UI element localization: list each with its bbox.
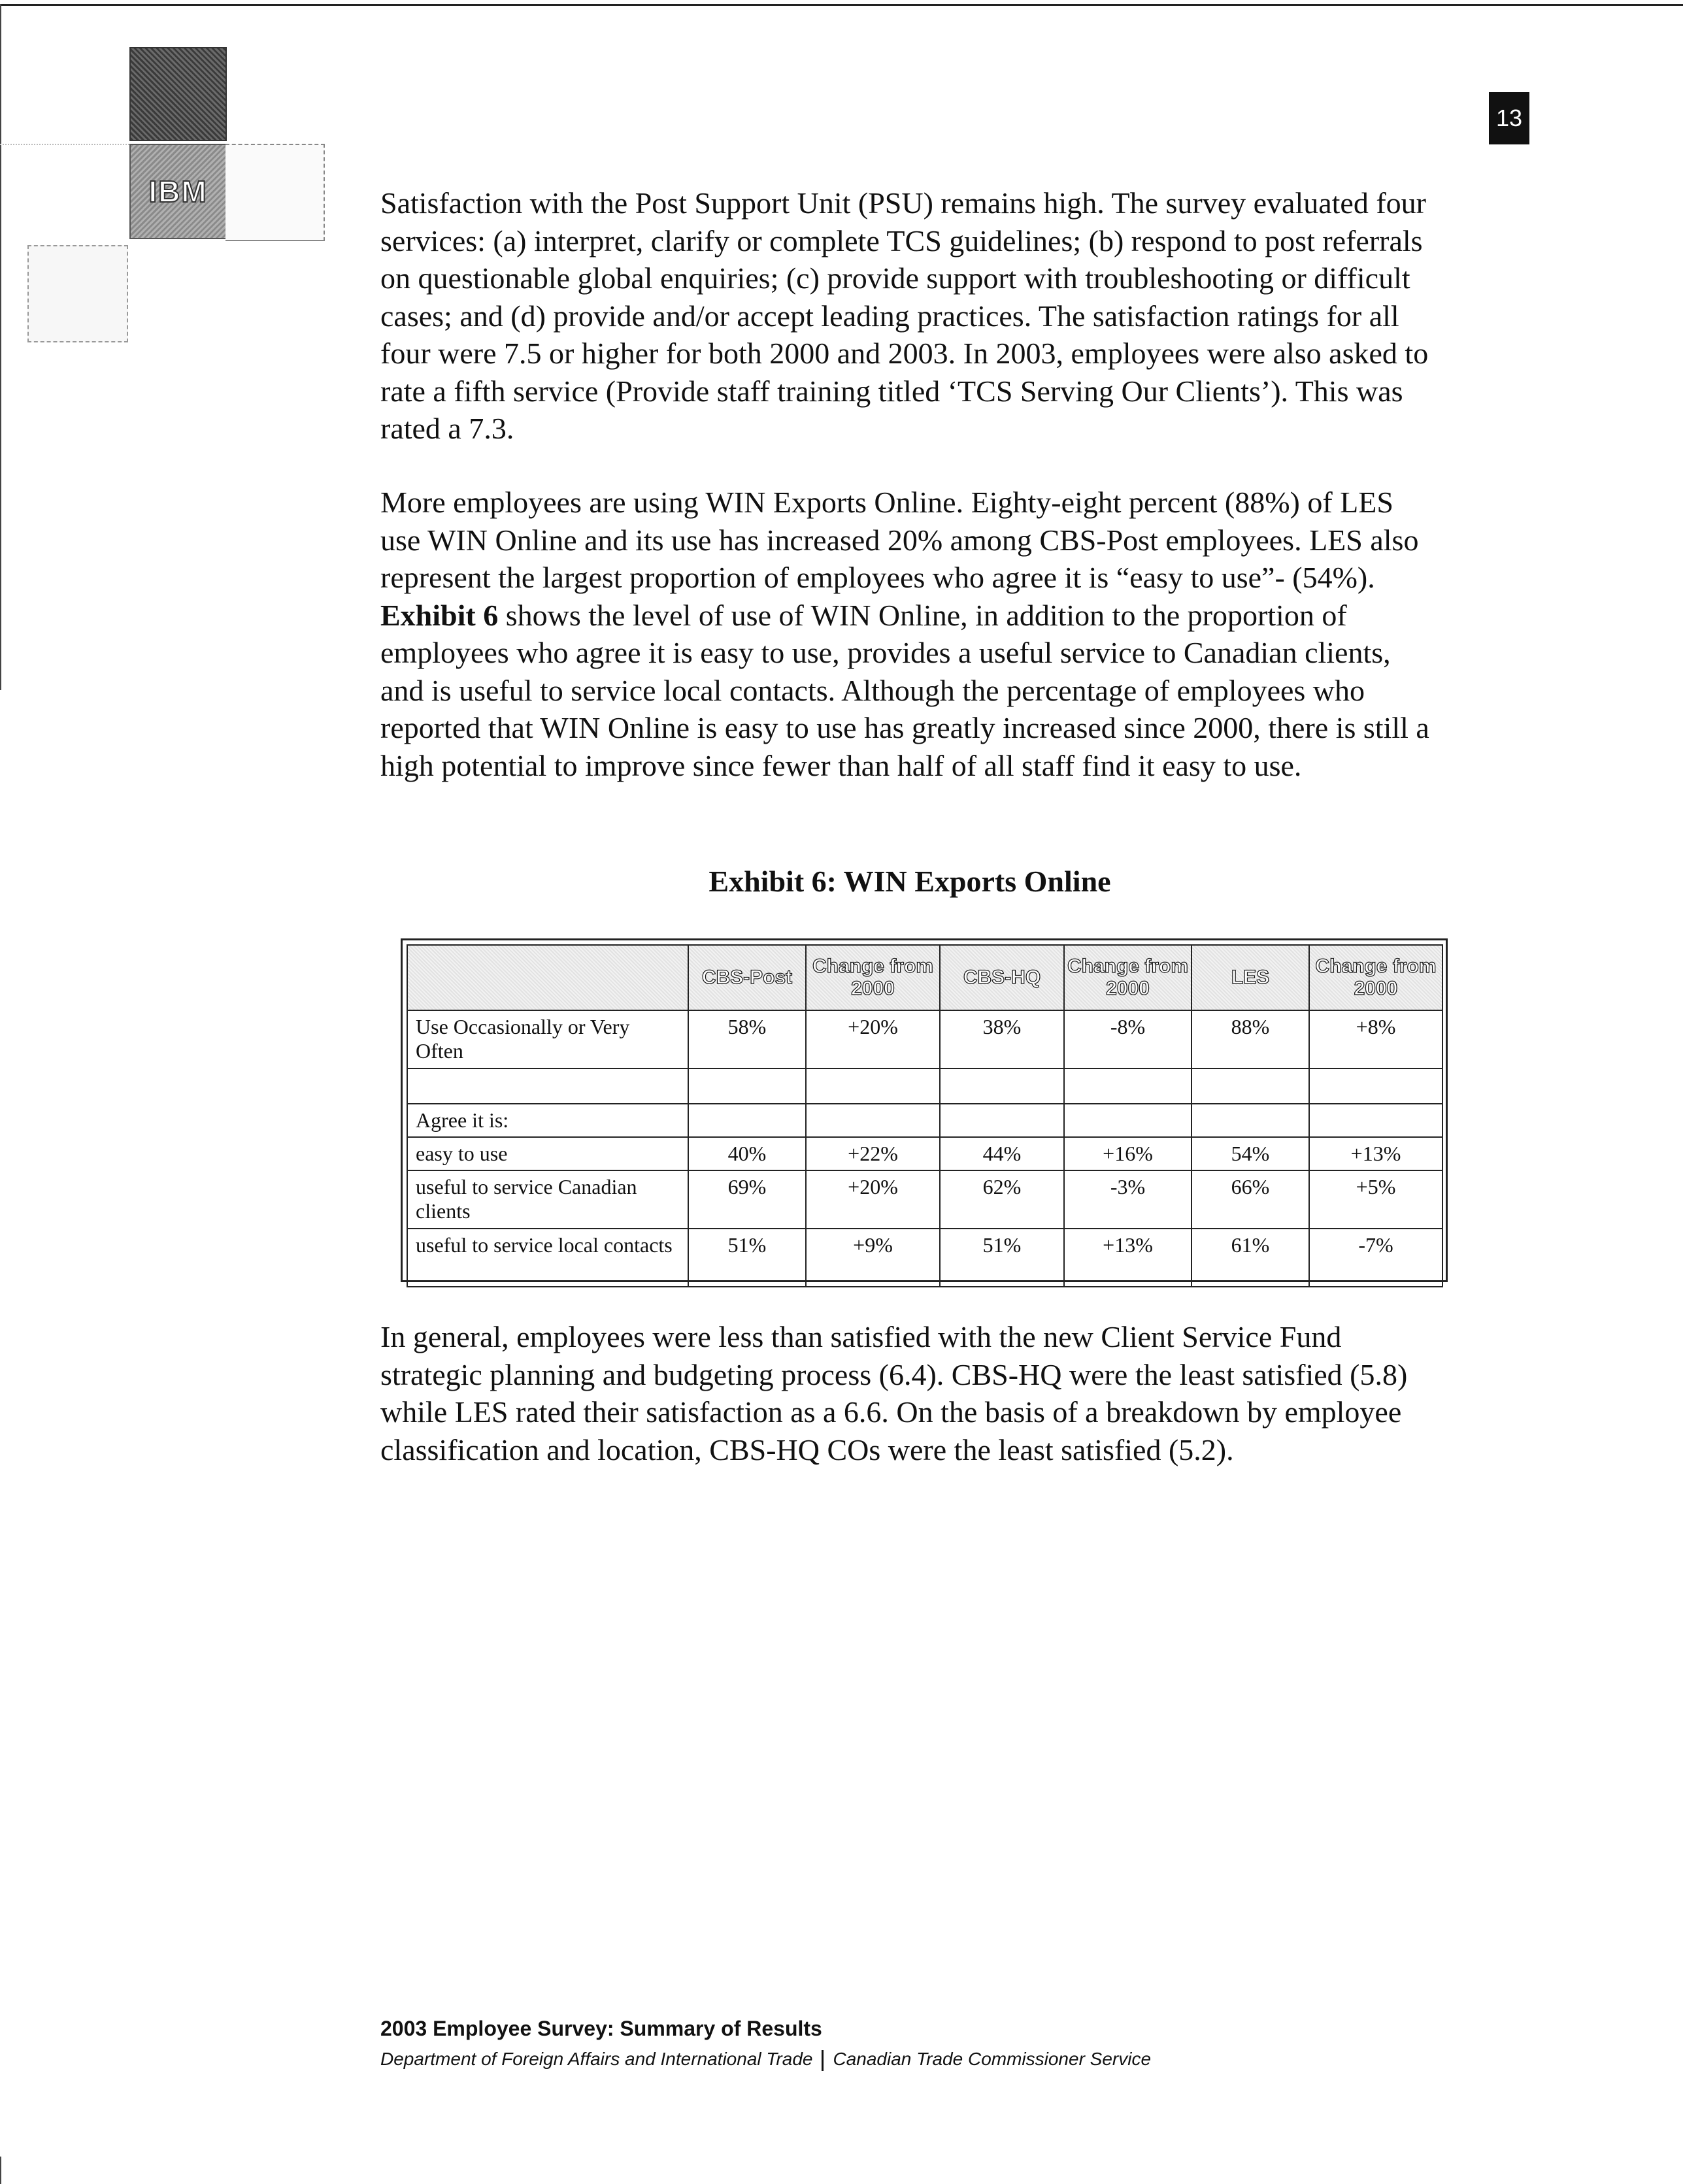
logo-dotted-line <box>0 144 129 145</box>
table-header-row <box>407 945 1442 1010</box>
left-rule <box>0 4 1 690</box>
table-cell: 44% <box>940 1137 1064 1170</box>
table-cell: -3% <box>1064 1170 1191 1229</box>
table-cell: 54% <box>1191 1137 1309 1170</box>
exhibit-table-frame <box>401 938 1448 1282</box>
table-cell <box>806 1104 940 1137</box>
table-cell: 40% <box>688 1137 806 1170</box>
footer-subtitle <box>380 2049 1151 2071</box>
table-cell: 69% <box>688 1170 806 1229</box>
table-cell: +8% <box>1309 1010 1442 1068</box>
paragraph-win-online <box>380 484 1439 784</box>
table-cell: +20% <box>806 1010 940 1068</box>
exhibit-table <box>407 944 1443 1287</box>
table-cell: 51% <box>688 1229 806 1287</box>
table-row <box>407 1104 1442 1137</box>
table-cell: +13% <box>1064 1229 1191 1287</box>
table-cell: 61% <box>1191 1229 1309 1287</box>
table-cell: +22% <box>806 1137 940 1170</box>
footer-separator <box>822 2050 824 2071</box>
table-row <box>407 1068 1442 1104</box>
table-cell <box>1191 1068 1309 1104</box>
table-cell <box>688 1104 806 1137</box>
table-cell <box>1309 1104 1442 1137</box>
row-label: useful to service Canadian clients <box>407 1170 688 1229</box>
table-cell: +16% <box>1064 1137 1191 1170</box>
exhibit-title: Exhibit 6: WIN Exports Online <box>708 865 1111 898</box>
table-cell: +13% <box>1309 1137 1442 1170</box>
paragraph-psu: Satisfaction with the Post Support Unit (PSU) remains high. The survey evaluated four services: (a) interpret, clarify or complete TCS guidelines; (b) respond to post referrals on questionable global enquiries; (c) provide support with troubleshooting or difficult cases; and (d) provide and/or accept leading practices. The satisfaction ratings for all four were 7.5 or higher for both 2000 and 2003. In 2003, employees were also asked to rate a fifth service (Provide staff training titled ‘TCS Serving Our Clients’). This was rated a 7.3. <box>380 186 1429 445</box>
table-header-cell: Change from 2000 <box>1309 945 1442 1010</box>
table-header-cell: Change from 2000 <box>806 945 940 1010</box>
table-header-cell: Change from 2000 <box>1064 945 1191 1010</box>
table-cell: 58% <box>688 1010 806 1068</box>
footer-department: Department of Foreign Affairs and International Trade <box>380 2049 813 2069</box>
table-cell: +9% <box>806 1229 940 1287</box>
table-row <box>407 1170 1442 1229</box>
table-header-cell: LES <box>1191 945 1309 1010</box>
ibm-logo <box>129 144 227 239</box>
table-cell: 62% <box>940 1170 1064 1229</box>
paragraph-client-service-fund: In general, employees were less than satisfied with the new Client Service Fund strategic planning and budgeting process (6.4). CBS-HQ were the least satisfied (5.8) while LES rated their satisfaction as a 6.6. On the basis of a breakdown by employee classification and location, CBS-HQ COs were the least satisfied (5.2). <box>380 1320 1408 1466</box>
table-row <box>407 1010 1442 1068</box>
row-label: useful to service local contacts <box>407 1229 688 1287</box>
table-cell: -8% <box>1064 1010 1191 1068</box>
table-cell <box>1309 1068 1442 1104</box>
table-header-cell <box>407 945 688 1010</box>
row-label: Use Occasionally or Very Often <box>407 1010 688 1068</box>
table-cell <box>940 1104 1064 1137</box>
ibm-logo-text: IBM <box>148 174 208 208</box>
row-label: Agree it is: <box>407 1104 688 1137</box>
footer-service: Canadian Trade Commissioner Service <box>833 2049 1152 2069</box>
table-cell <box>407 1068 688 1104</box>
row-label: easy to use <box>407 1137 688 1170</box>
table-cell <box>806 1068 940 1104</box>
page-number: 13 <box>1489 92 1529 144</box>
table-cell: +5% <box>1309 1170 1442 1229</box>
table-cell <box>1064 1068 1191 1104</box>
footer-title: 2003 Employee Survey: Summary of Results <box>380 2017 822 2040</box>
table-cell: 51% <box>940 1229 1064 1287</box>
table-cell <box>1064 1104 1191 1137</box>
logo-dark-block <box>129 47 227 141</box>
logo-light-block-left <box>27 245 128 342</box>
table-cell: -7% <box>1309 1229 1442 1287</box>
table-cell: 88% <box>1191 1010 1309 1068</box>
table-header-cell: CBS-Post <box>688 945 806 1010</box>
table-cell <box>940 1068 1064 1104</box>
left-rule-bottom <box>0 2157 1 2184</box>
table-cell: 38% <box>940 1010 1064 1068</box>
paragraph-win-online-text-2: shows the level of use of WIN Online, in addition to the proportion of employees who agree it is easy to use, provides a useful service to Canadian clients, and is useful to service local contacts. Although the percentage of employees who reported that WIN Online is easy to use has greatly increased since 2000, there is still a high potential to improve since fewer than half of all staff find it easy to use. <box>380 598 1429 782</box>
table-cell: +20% <box>806 1170 940 1229</box>
paragraph-win-online-text-1: More employees are using WIN Exports Online. Eighty-eight percent (88%) of LES use WIN Online and its use has increased 20% among CBS-Post employees. LES also represent the largest proportion of employees who agree it is “easy to use”- (54%). <box>380 486 1419 594</box>
exhibit-reference: Exhibit 6 <box>380 598 499 632</box>
table-header-cell: CBS-HQ <box>940 945 1064 1010</box>
logo-light-block <box>225 144 325 241</box>
table-row <box>407 1137 1442 1170</box>
table-cell <box>688 1068 806 1104</box>
table-row <box>407 1229 1442 1287</box>
table-cell <box>1191 1104 1309 1137</box>
table-cell: 66% <box>1191 1170 1309 1229</box>
top-rule <box>0 4 1683 6</box>
